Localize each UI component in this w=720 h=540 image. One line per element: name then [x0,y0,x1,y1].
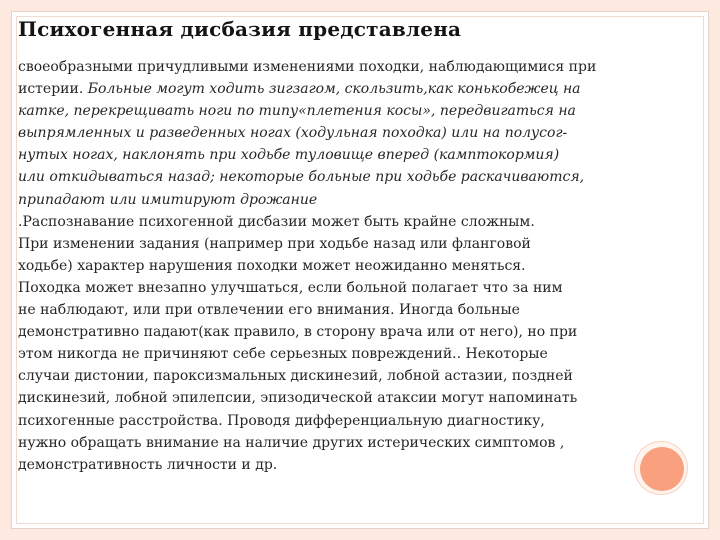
text-line-3: катке, перекрещивать ноги по типу«плетения косы», передвигаться на [18,103,576,120]
text-line-6: или откидываться назад; некоторые больные при ходьбе раскачиваются, [18,169,585,186]
text-line-16: дискинезий, лобной эпилепсии, эпизодической атаксии могут напоминать [18,390,578,407]
decorative-circle [640,447,684,491]
text-line-18: нужно обращать внимание на наличие других истерических симптомов , [18,434,565,451]
text-line-17: психогенные расстройства. Проводя дифференциальную диагностику, [18,412,545,429]
text-line-14: этом никогда не причиняют себе серьезных повреждений.. Некоторые [18,346,548,363]
slide-title: Психогенная дисбазия представлена [18,17,462,41]
text-line-8: .Распознавание психогенной дисбазии может быть крайне сложным. [18,213,535,230]
text-line-19: демонстративность личности и др. [18,456,278,473]
text-line-7: припадают или имитируют дрожание [18,191,318,208]
text-line-10: ходьбе) характер нарушения походки может неожиданно меняться. [18,257,526,274]
text-line-5: нутых ногах, наклонять при ходьбе туловище вперед (камптокормия) [18,147,560,164]
slide-body-text [18,56,684,476]
text-line-1: своеобразными причудливыми изменениями походки, наблюдающимися при [18,59,597,75]
text-line-12: не наблюдают, или при отвлечении его внимания. Иногда больные [18,302,520,319]
text-line-15: случаи дистонии, пароксизмальных дискинезий, лобной астазии, поздней [18,368,573,385]
text-line-4: выпрямленных и разведенных ногах (ходульная походка) или на полусог- [18,125,568,142]
text-line-2: истерии. Больные могут ходить зигзагом, скользить,как конькобежец на [18,81,581,98]
text-line-13: демонстративно падают(как правило, в сторону врача или от него), но при [18,324,578,341]
text-line-11: Походка может внезапно улучшаться, если больной полагает что за ним [18,279,563,296]
text-line-9: При изменении задания (например при ходьбе назад или фланговой [18,235,531,252]
